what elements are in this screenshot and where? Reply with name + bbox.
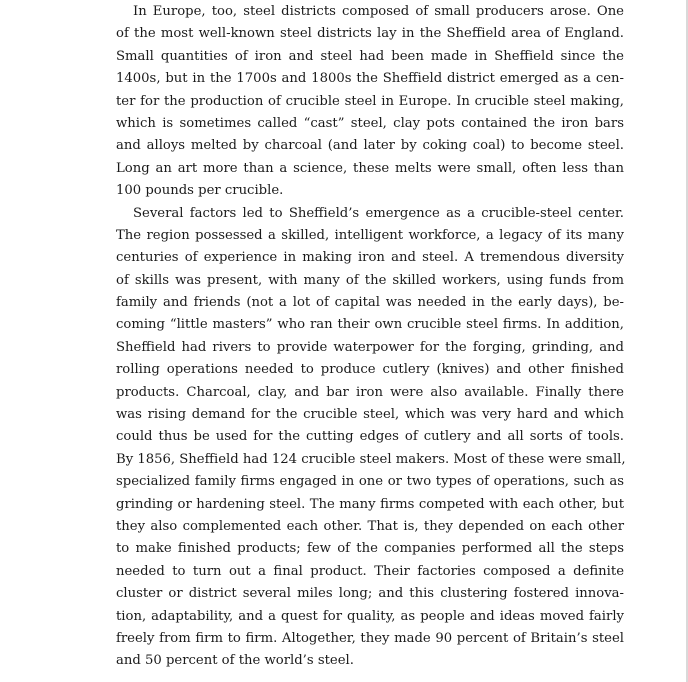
text-line: specialized family firms engaged in one or two types of operations, such as: [116, 474, 624, 490]
body-text: [116, 1, 624, 673]
text-line: could thus be used for the cutting edges of cutlery and all sorts of tools.: [116, 429, 624, 445]
text-line: of skills was present, with many of the skilled workers, using funds from: [116, 272, 624, 288]
text-line: which is sometimes called “cast” steel, clay pots contained the iron bars: [116, 115, 624, 131]
text-line: freely from firm to firm. Altogether, they made 90 percent of Britain’s steel: [116, 630, 624, 646]
text-line: The region possessed a skilled, intelligent workforce, a legacy of its many: [116, 227, 624, 243]
text-line: they also complemented each other. That is, they depended on each other: [116, 518, 624, 534]
text-line: Sheffield had rivers to provide waterpower for the forging, grinding, and: [116, 339, 624, 355]
text-line: rolling operations needed to produce cutlery (knives) and other finished: [116, 362, 624, 378]
text-line: products. Charcoal, clay, and bar iron were also available. Finally there: [116, 384, 624, 400]
text-line: of the most well-known steel districts lay in the Sheffield area of England.: [116, 26, 624, 42]
text-line: Long an art more than a science, these melts were small, often less than: [116, 160, 624, 176]
text-line: coming “little masters” who ran their own crucible steel firms. In addition,: [116, 317, 624, 333]
paragraph-1: [116, 1, 624, 203]
text-line: centuries of experience in making iron and steel. A tremendous diversity: [116, 250, 624, 266]
text-line: was rising demand for the crucible steel, which was very hard and which: [116, 407, 624, 423]
text-line: needed to turn out a final product. Their factories composed a definite: [116, 563, 624, 579]
text-line: cluster or district several miles long; and this clustering fostered innova-: [116, 586, 624, 602]
text-line: By 1856, Sheffield had 124 crucible steel makers. Most of these were small,: [116, 451, 626, 467]
paragraph-2: [116, 203, 624, 673]
text-line: In Europe, too, steel districts composed of small producers arose. One: [133, 4, 624, 19]
text-line: ter for the production of crucible steel in Europe. In crucible steel making,: [116, 93, 624, 109]
text-line: Small quantities of iron and steel had been made in Sheffield since the: [116, 48, 624, 64]
text-line: tion, adaptability, and a quest for quality, as people and ideas moved fairly: [116, 608, 624, 624]
text-line: and alloys melted by charcoal (and later by coking coal) to become steel.: [116, 138, 624, 154]
text-line: 1400s, but in the 1700s and 1800s the Sheffield district emerged as a cen-: [116, 71, 624, 87]
text-line: grinding or hardening steel. The many firms competed with each other, but: [116, 496, 624, 512]
text-line: Several factors led to Sheffield’s emergence as a crucible-steel center.: [133, 205, 624, 221]
text-line: family and friends (not a lot of capital was needed in the early days), be-: [116, 295, 624, 311]
text-line: to make finished products; few of the companies performed all the steps: [116, 541, 624, 557]
text-line: and 50 percent of the world’s steel.: [116, 653, 354, 669]
text-line: 100 pounds per crucible.: [116, 183, 284, 199]
